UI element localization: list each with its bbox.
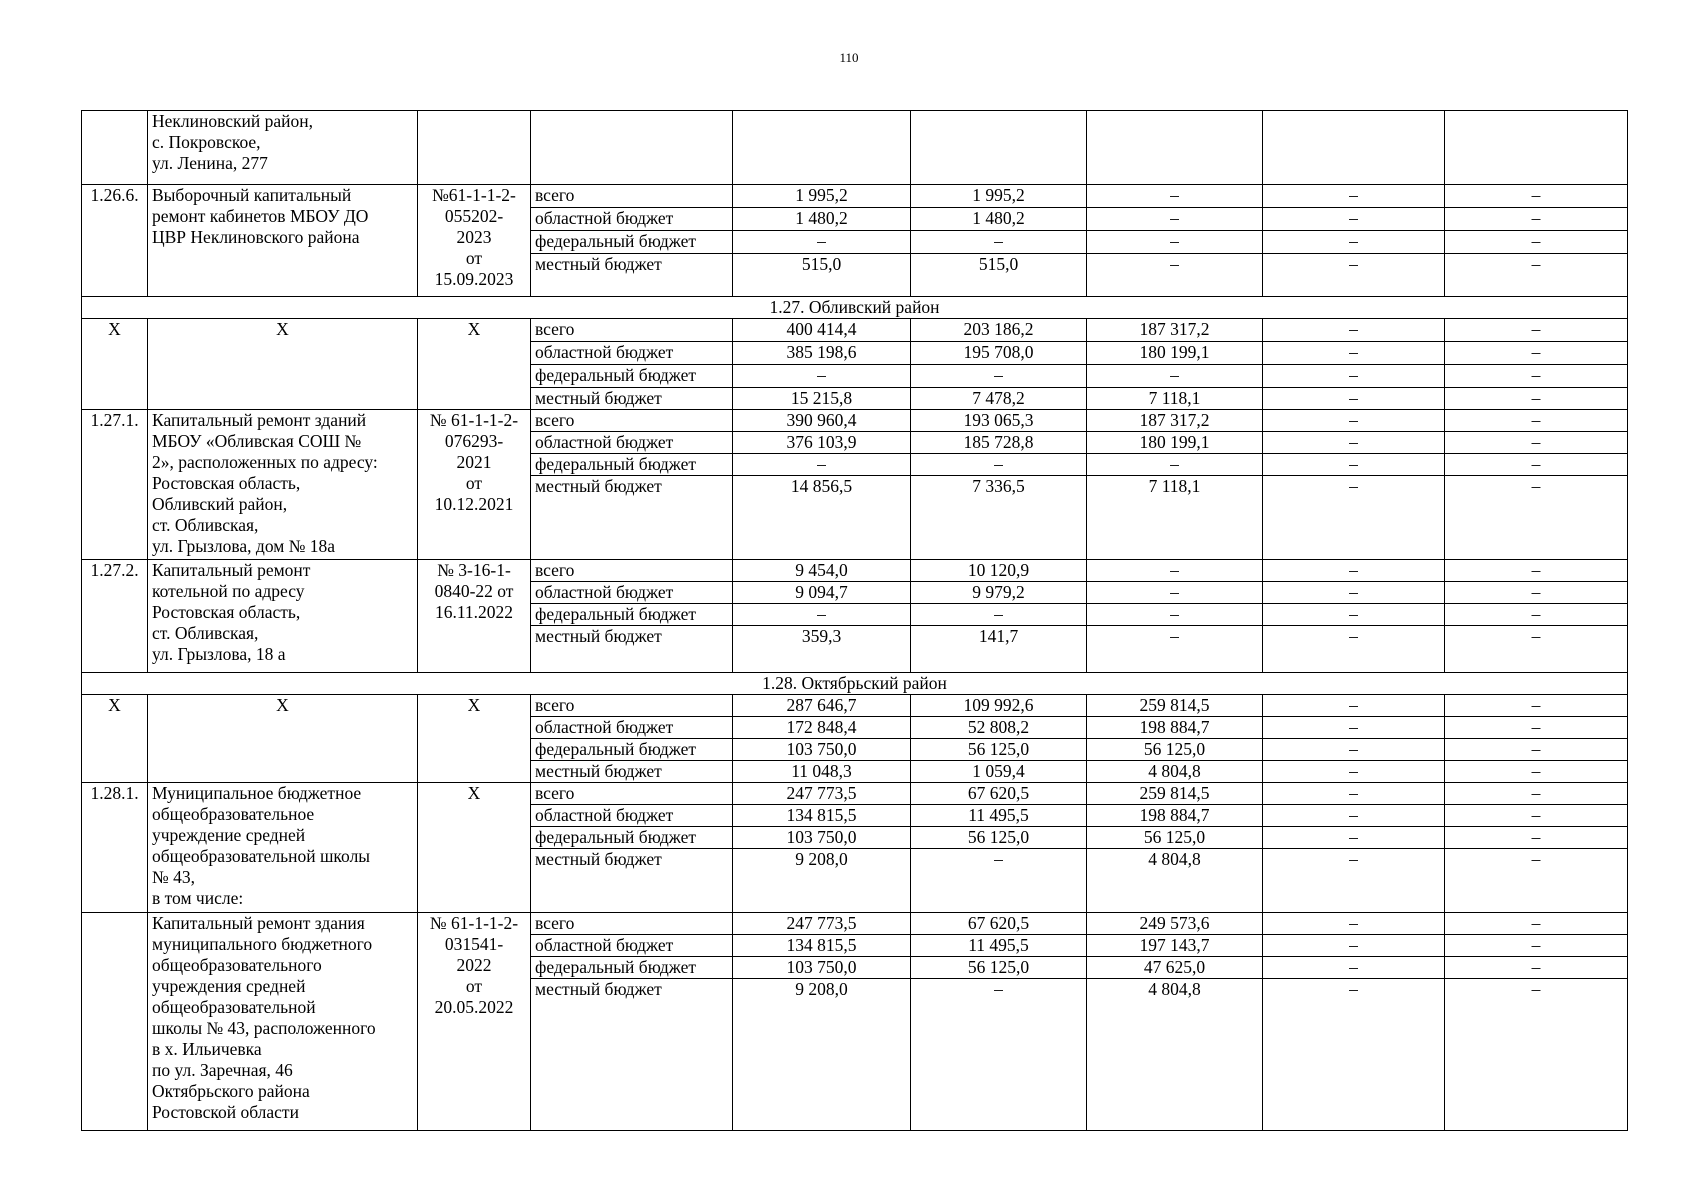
value-cell: 247 773,5 <box>733 913 911 935</box>
value-cell: 103 750,0 <box>733 957 911 979</box>
value-cell: – <box>1263 739 1445 761</box>
value-cell: 187 317,2 <box>1087 410 1263 432</box>
value-cell: 515,0 <box>911 254 1087 297</box>
value-cell: 47 625,0 <box>1087 957 1263 979</box>
value-cell: – <box>1263 626 1445 673</box>
budget-label-cell: всего <box>531 410 733 432</box>
value-cell: – <box>1445 231 1628 254</box>
section-header-row <box>82 297 1628 319</box>
value-cell: – <box>1263 432 1445 454</box>
value-cell <box>1087 111 1263 185</box>
value-cell: 187 317,2 <box>1087 319 1263 342</box>
value-cell: 103 750,0 <box>733 827 911 849</box>
value-cell: 185 728,8 <box>911 432 1087 454</box>
value-cell: – <box>1445 604 1628 626</box>
value-cell: 1 480,2 <box>911 208 1087 231</box>
value-cell: – <box>1445 410 1628 432</box>
table-row <box>82 695 1628 717</box>
value-cell: 7 118,1 <box>1087 388 1263 410</box>
value-cell: – <box>911 365 1087 388</box>
value-cell: 1 059,4 <box>911 761 1087 783</box>
object-description-cell: Х <box>148 695 418 783</box>
value-cell: – <box>1445 582 1628 604</box>
value-cell: 249 573,6 <box>1087 913 1263 935</box>
value-cell: 287 646,7 <box>733 695 911 717</box>
object-description-cell: Капитальный ремонт зданий МБОУ «Обливская СОШ № 2», расположенных по адресу: Ростовская область, Обливский район, ст. Обливская, ул. Грызлова, дом № 18а <box>148 410 418 560</box>
row-number-cell <box>82 111 148 185</box>
value-cell: 203 186,2 <box>911 319 1087 342</box>
value-cell: 56 125,0 <box>911 739 1087 761</box>
value-cell: – <box>1263 319 1445 342</box>
value-cell: – <box>733 604 911 626</box>
value-cell: 172 848,4 <box>733 717 911 739</box>
page-number: 110 <box>839 50 859 65</box>
budget-label-cell: местный бюджет <box>531 761 733 783</box>
value-cell: – <box>1087 208 1263 231</box>
budget-label-cell: всего <box>531 783 733 805</box>
value-cell: – <box>1263 410 1445 432</box>
value-cell: 195 708,0 <box>911 342 1087 365</box>
value-cell: 11 495,5 <box>911 805 1087 827</box>
value-cell: – <box>1445 739 1628 761</box>
row-number-cell: 1.27.2. <box>82 560 148 673</box>
value-cell: – <box>1263 231 1445 254</box>
object-description-cell: Муниципальное бюджетное общеобразовательное учреждение средней общеобразовательной школы № 43, в том числе: <box>148 783 418 913</box>
budget-label-cell: областной бюджет <box>531 342 733 365</box>
value-cell: 9 454,0 <box>733 560 911 582</box>
budget-label-cell: местный бюджет <box>531 388 733 410</box>
object-description-cell: Неклиновский район, с. Покровское, ул. Ленина, 277 <box>148 111 418 185</box>
value-cell: 56 125,0 <box>1087 739 1263 761</box>
value-cell: 11 048,3 <box>733 761 911 783</box>
budget-label-cell: федеральный бюджет <box>531 604 733 626</box>
value-cell: 9 208,0 <box>733 979 911 1131</box>
budget-label-cell <box>531 111 733 185</box>
value-cell: – <box>911 849 1087 913</box>
value-cell <box>1263 111 1445 185</box>
budget-label-cell: местный бюджет <box>531 254 733 297</box>
value-cell: 4 804,8 <box>1087 849 1263 913</box>
value-cell: – <box>1445 476 1628 560</box>
value-cell: – <box>1263 476 1445 560</box>
table-row <box>82 319 1628 342</box>
budget-label-cell: федеральный бюджет <box>531 739 733 761</box>
value-cell: – <box>733 365 911 388</box>
value-cell: – <box>1263 582 1445 604</box>
document-cell <box>418 111 531 185</box>
value-cell: 9 979,2 <box>911 582 1087 604</box>
value-cell: – <box>1263 957 1445 979</box>
value-cell: – <box>1263 935 1445 957</box>
row-number-cell <box>82 913 148 1131</box>
value-cell: – <box>1445 935 1628 957</box>
value-cell: – <box>1445 342 1628 365</box>
value-cell: 141,7 <box>911 626 1087 673</box>
value-cell: 56 125,0 <box>911 827 1087 849</box>
value-cell: – <box>733 231 911 254</box>
value-cell: – <box>1087 582 1263 604</box>
value-cell: 67 620,5 <box>911 913 1087 935</box>
value-cell: – <box>1263 717 1445 739</box>
value-cell: – <box>733 454 911 476</box>
value-cell: 52 808,2 <box>911 717 1087 739</box>
value-cell: – <box>1087 185 1263 208</box>
budget-label-cell: местный бюджет <box>531 626 733 673</box>
value-cell: – <box>1445 208 1628 231</box>
budget-label-cell: федеральный бюджет <box>531 827 733 849</box>
budget-label-cell: всего <box>531 560 733 582</box>
value-cell: 9 208,0 <box>733 849 911 913</box>
value-cell: – <box>1445 388 1628 410</box>
value-cell: 400 414,4 <box>733 319 911 342</box>
budget-table <box>81 110 1628 1131</box>
value-cell: 390 960,4 <box>733 410 911 432</box>
value-cell: 198 884,7 <box>1087 717 1263 739</box>
value-cell: – <box>1263 783 1445 805</box>
section-title: 1.27. Обливский район <box>82 297 1628 319</box>
document-cell: № 61-1-1-2- 076293- 2021 от 10.12.2021 <box>418 410 531 560</box>
value-cell: – <box>1263 761 1445 783</box>
value-cell: – <box>1263 560 1445 582</box>
value-cell: – <box>1445 827 1628 849</box>
budget-label-cell: федеральный бюджет <box>531 365 733 388</box>
value-cell: – <box>1087 604 1263 626</box>
value-cell: – <box>1445 454 1628 476</box>
table-row <box>82 111 1628 185</box>
value-cell: – <box>1087 560 1263 582</box>
value-cell <box>911 111 1087 185</box>
value-cell: – <box>1445 626 1628 673</box>
budget-label-cell: областной бюджет <box>531 208 733 231</box>
value-cell: – <box>1445 432 1628 454</box>
budget-label-cell: всего <box>531 319 733 342</box>
value-cell: 15 215,8 <box>733 388 911 410</box>
value-cell: 103 750,0 <box>733 739 911 761</box>
value-cell: – <box>1087 231 1263 254</box>
value-cell: 385 198,6 <box>733 342 911 365</box>
object-description-cell: Капитальный ремонт здания муниципального бюджетного общеобразовательного учреждения средней общеобразовательной школы № 43, расположенного в х. Ильичевка по ул. Заречная, 46 Октябрьского района Ростовской области <box>148 913 418 1131</box>
budget-label-cell: областной бюджет <box>531 432 733 454</box>
value-cell: 4 804,8 <box>1087 979 1263 1131</box>
object-description-cell: Х <box>148 319 418 410</box>
table-row <box>82 185 1628 208</box>
value-cell: – <box>1263 805 1445 827</box>
value-cell: – <box>1445 783 1628 805</box>
value-cell: 247 773,5 <box>733 783 911 805</box>
value-cell: – <box>1445 805 1628 827</box>
budget-label-cell: местный бюджет <box>531 476 733 560</box>
document-cell: № 3-16-1- 0840-22 от 16.11.2022 <box>418 560 531 673</box>
value-cell: – <box>1087 365 1263 388</box>
value-cell: – <box>1263 604 1445 626</box>
value-cell: – <box>1445 695 1628 717</box>
value-cell: 359,3 <box>733 626 911 673</box>
value-cell: – <box>1263 827 1445 849</box>
value-cell: – <box>1445 254 1628 297</box>
value-cell: – <box>1445 319 1628 342</box>
value-cell: 259 814,5 <box>1087 695 1263 717</box>
value-cell: – <box>1445 979 1628 1131</box>
value-cell: 134 815,5 <box>733 935 911 957</box>
table-row <box>82 560 1628 582</box>
section-title: 1.28. Октябрьский район <box>82 673 1628 695</box>
value-cell: – <box>1263 695 1445 717</box>
value-cell: 7 336,5 <box>911 476 1087 560</box>
budget-label-cell: областной бюджет <box>531 935 733 957</box>
value-cell: 197 143,7 <box>1087 935 1263 957</box>
value-cell: 4 804,8 <box>1087 761 1263 783</box>
row-number-cell: Х <box>82 319 148 410</box>
row-number-cell: 1.27.1. <box>82 410 148 560</box>
document-cell: Х <box>418 319 531 410</box>
value-cell: 1 995,2 <box>733 185 911 208</box>
value-cell: 259 814,5 <box>1087 783 1263 805</box>
table-row <box>82 410 1628 432</box>
value-cell: 11 495,5 <box>911 935 1087 957</box>
value-cell <box>733 111 911 185</box>
object-description-cell: Капитальный ремонт котельной по адресу Ростовская область, ст. Обливская, ул. Грызлова, 18 а <box>148 560 418 673</box>
value-cell: – <box>911 454 1087 476</box>
value-cell: – <box>911 979 1087 1131</box>
value-cell: 1 480,2 <box>733 208 911 231</box>
object-description-cell: Выборочный капитальный ремонт кабинетов МБОУ ДО ЦВР Неклиновского района <box>148 185 418 297</box>
value-cell: 198 884,7 <box>1087 805 1263 827</box>
value-cell: 180 199,1 <box>1087 432 1263 454</box>
value-cell: – <box>1263 208 1445 231</box>
value-cell: 515,0 <box>733 254 911 297</box>
budget-label-cell: федеральный бюджет <box>531 231 733 254</box>
value-cell: 7 118,1 <box>1087 476 1263 560</box>
budget-label-cell: областной бюджет <box>531 582 733 604</box>
value-cell: 56 125,0 <box>1087 827 1263 849</box>
value-cell: – <box>1263 254 1445 297</box>
budget-label-cell: местный бюджет <box>531 849 733 913</box>
value-cell: – <box>1263 185 1445 208</box>
budget-label-cell: всего <box>531 185 733 208</box>
row-number-cell: 1.28.1. <box>82 783 148 913</box>
budget-label-cell: областной бюджет <box>531 805 733 827</box>
value-cell: – <box>1263 979 1445 1131</box>
budget-label-cell: местный бюджет <box>531 979 733 1131</box>
value-cell: 109 992,6 <box>911 695 1087 717</box>
value-cell: 180 199,1 <box>1087 342 1263 365</box>
value-cell: – <box>1445 560 1628 582</box>
budget-label-cell: областной бюджет <box>531 717 733 739</box>
value-cell: – <box>1445 365 1628 388</box>
document-cell: Х <box>418 695 531 783</box>
value-cell: – <box>1263 913 1445 935</box>
row-number-cell: Х <box>82 695 148 783</box>
value-cell: – <box>1087 454 1263 476</box>
value-cell: – <box>911 231 1087 254</box>
value-cell: 1 995,2 <box>911 185 1087 208</box>
value-cell: – <box>1263 365 1445 388</box>
table-row <box>82 783 1628 805</box>
table-row <box>82 913 1628 935</box>
value-cell: – <box>1263 454 1445 476</box>
value-cell: – <box>1263 388 1445 410</box>
value-cell: 56 125,0 <box>911 957 1087 979</box>
value-cell: – <box>911 604 1087 626</box>
value-cell: 376 103,9 <box>733 432 911 454</box>
budget-label-cell: всего <box>531 913 733 935</box>
value-cell: – <box>1087 254 1263 297</box>
value-cell: 134 815,5 <box>733 805 911 827</box>
value-cell: – <box>1263 342 1445 365</box>
value-cell: – <box>1445 761 1628 783</box>
value-cell: 193 065,3 <box>911 410 1087 432</box>
value-cell: – <box>1087 626 1263 673</box>
value-cell: – <box>1445 849 1628 913</box>
value-cell: 14 856,5 <box>733 476 911 560</box>
row-number-cell: 1.26.6. <box>82 185 148 297</box>
document-cell: № 61-1-1-2- 031541- 2022 от 20.05.2022 <box>418 913 531 1131</box>
value-cell: 9 094,7 <box>733 582 911 604</box>
value-cell <box>1445 111 1628 185</box>
value-cell: – <box>1445 913 1628 935</box>
document-cell: Х <box>418 783 531 913</box>
section-header-row <box>82 673 1628 695</box>
value-cell: 7 478,2 <box>911 388 1087 410</box>
value-cell: 67 620,5 <box>911 783 1087 805</box>
budget-label-cell: всего <box>531 695 733 717</box>
value-cell: – <box>1445 717 1628 739</box>
value-cell: – <box>1263 849 1445 913</box>
value-cell: 10 120,9 <box>911 560 1087 582</box>
value-cell: – <box>1445 957 1628 979</box>
value-cell: – <box>1445 185 1628 208</box>
budget-label-cell: федеральный бюджет <box>531 454 733 476</box>
document-cell: №61-1-1-2- 055202- 2023 от 15.09.2023 <box>418 185 531 297</box>
budget-label-cell: федеральный бюджет <box>531 957 733 979</box>
